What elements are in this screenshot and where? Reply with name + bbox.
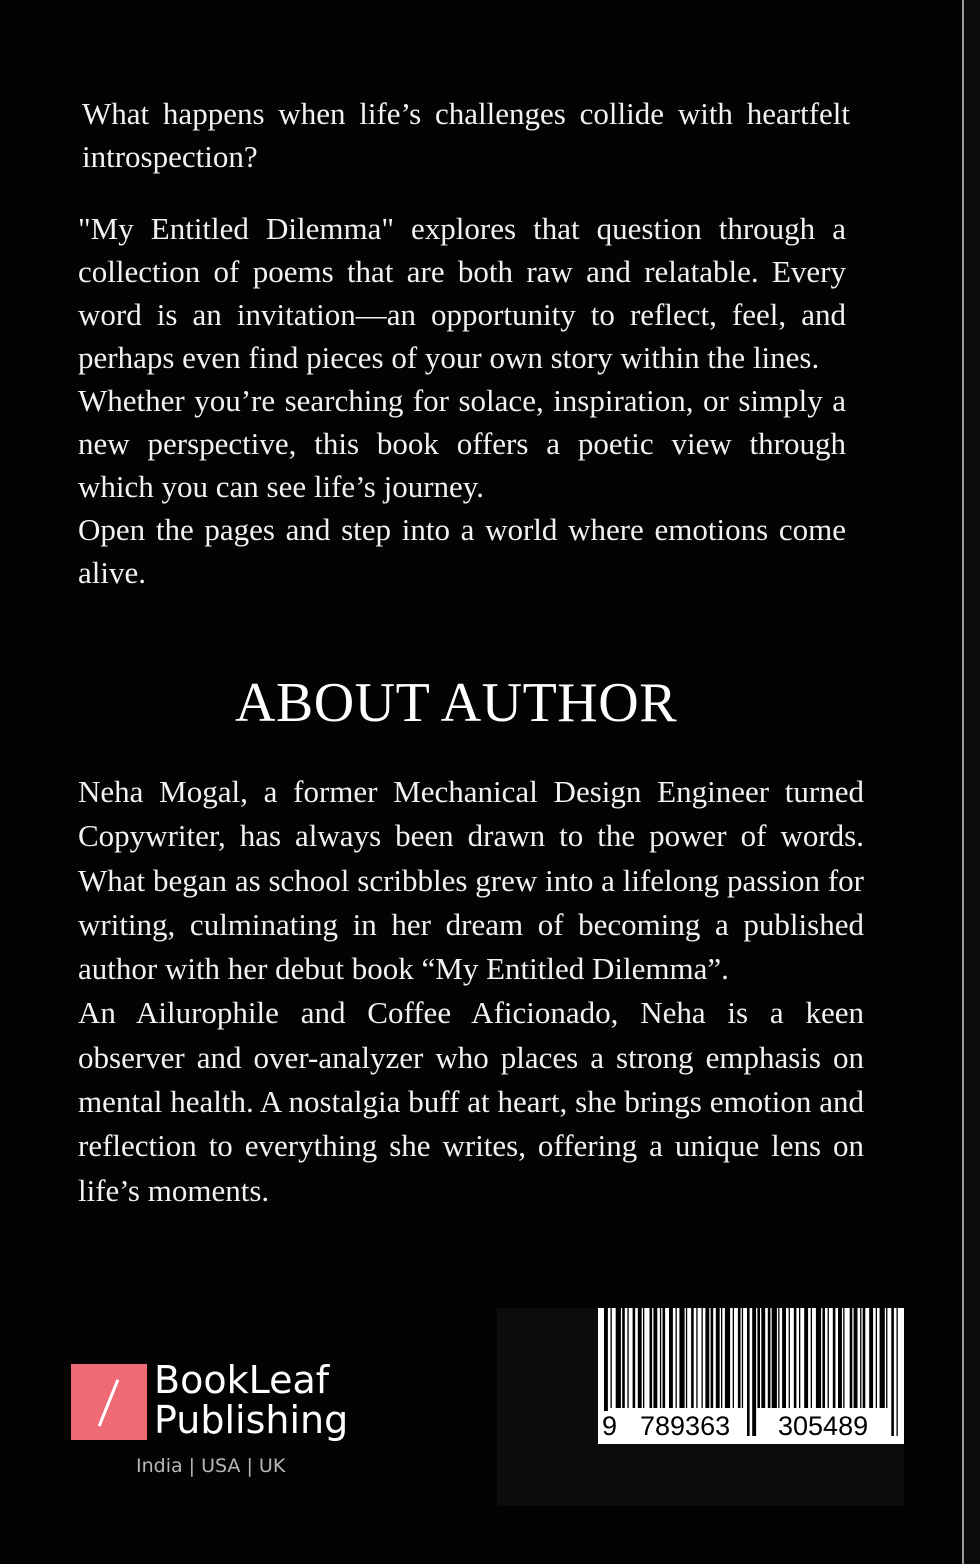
author-paragraph-1: Neha Mogal, a former Mechanical Design Engineer turned Copywriter, has always been drawn to the power of words. What began as school scribbles grew into a lifelong passion for writing, culminating in her dream of becoming a published author with her debut book “My Entitled Dilemma”.	[78, 774, 864, 987]
barcode-bar	[679, 1308, 684, 1408]
barcode-bar	[725, 1308, 730, 1408]
barcode-bar	[660, 1308, 661, 1408]
barcode-bar	[716, 1308, 720, 1408]
barcode-bar	[789, 1308, 790, 1408]
barcode-bar	[611, 1308, 612, 1408]
barcode-bar	[833, 1308, 836, 1408]
about-author-heading: ABOUT AUTHOR	[234, 672, 678, 734]
barcode-digits-left: 789363	[640, 1411, 731, 1441]
barcode-bar	[854, 1308, 858, 1408]
barcode-bar	[838, 1308, 842, 1408]
hook-text: What happens when life’s challenges collide with heartfelt introspection?	[82, 96, 850, 174]
barcode-bar	[696, 1308, 697, 1408]
barcode-area	[497, 1308, 904, 1506]
blurb-paragraph-3: Open the pages and step into a world where emotions come alive.	[78, 512, 846, 590]
barcode-bar	[691, 1308, 694, 1408]
barcode-bar	[742, 1308, 743, 1408]
barcode-bar	[822, 1308, 825, 1408]
publisher-name-line2: Publishing	[154, 1398, 349, 1442]
barcode-bar	[669, 1308, 673, 1408]
barcode-bar	[794, 1308, 797, 1408]
barcode-bar	[811, 1308, 812, 1408]
barcode-bar	[627, 1308, 628, 1408]
barcode-bar	[676, 1308, 677, 1408]
barcode-bar	[705, 1308, 709, 1408]
barcode-bar	[891, 1308, 894, 1436]
barcode-bar	[721, 1308, 722, 1408]
barcode-bar	[768, 1308, 771, 1408]
blurb-paragraph-1: "My Entitled Dilemma" explores that question through a collection of poems that are both raw and relatable. Every word is an invitation—an opportunity to reflect, feel, and perhaps even find pieces of your own story within the lines.	[78, 211, 846, 375]
author-bio	[78, 770, 864, 1213]
barcode-bar	[886, 1308, 887, 1408]
barcode-bar	[863, 1308, 866, 1408]
slash-icon	[98, 1379, 120, 1426]
barcode-bar	[843, 1308, 844, 1408]
barcode-bar	[643, 1308, 644, 1408]
barcode-bar	[622, 1308, 625, 1408]
barcode-digits-right: 305489	[778, 1411, 869, 1441]
barcode-bar	[686, 1308, 687, 1408]
barcode-bar	[738, 1308, 741, 1408]
blurb-body	[78, 207, 846, 594]
barcode-bar	[747, 1308, 750, 1436]
barcode-bar	[876, 1308, 877, 1408]
barcode-bar	[761, 1308, 765, 1408]
barcode-bar	[897, 1308, 898, 1436]
publisher-name-line1: BookLeaf	[154, 1358, 330, 1402]
barcode-bar	[772, 1308, 777, 1408]
barcode-bar	[782, 1308, 786, 1408]
barcode-bar	[799, 1308, 800, 1408]
barcode-bar	[804, 1308, 808, 1408]
barcode-bar	[778, 1308, 779, 1408]
publisher-regions: India | USA | UK	[136, 1455, 286, 1477]
spine-edge	[964, 0, 980, 1564]
barcode-bar	[880, 1308, 885, 1408]
isbn-barcode	[598, 1308, 904, 1444]
barcode-bar	[860, 1308, 861, 1408]
barcode-bar	[650, 1308, 653, 1408]
barcode-bar	[711, 1308, 714, 1408]
barcode-bar	[702, 1308, 703, 1408]
barcode-bar	[733, 1308, 734, 1408]
barcode-bar	[653, 1308, 657, 1408]
publisher-logo	[71, 1358, 351, 1482]
barcode-bar	[663, 1308, 666, 1408]
barcode-bar	[816, 1308, 821, 1408]
barcode-bar	[757, 1308, 760, 1408]
barcode-bar	[633, 1308, 636, 1408]
barcode-bar	[616, 1308, 621, 1408]
barcode-bar	[850, 1308, 853, 1408]
logo-square	[71, 1364, 147, 1440]
author-paragraph-2: An Ailurophile and Coffee Aficionado, Neha is a keen observer and over-analyzer who places a strong emphasis on mental health. A nostalgia buff at heart, she brings emotion and reflection to everything she writes, offering a unique lens on life’s moments.	[78, 995, 864, 1208]
barcode-bar	[752, 1308, 756, 1436]
blurb-paragraph-2: Whether you’re searching for solace, inspiration, or simply a new perspective, this book offers a poetic view through which you can see life’s journey.	[78, 383, 846, 504]
barcode-bar	[638, 1308, 642, 1408]
barcode-bar	[869, 1308, 873, 1408]
barcode-digit-first: 9	[602, 1411, 618, 1441]
barcode-bar	[828, 1308, 829, 1408]
blurb-hook	[82, 92, 850, 178]
